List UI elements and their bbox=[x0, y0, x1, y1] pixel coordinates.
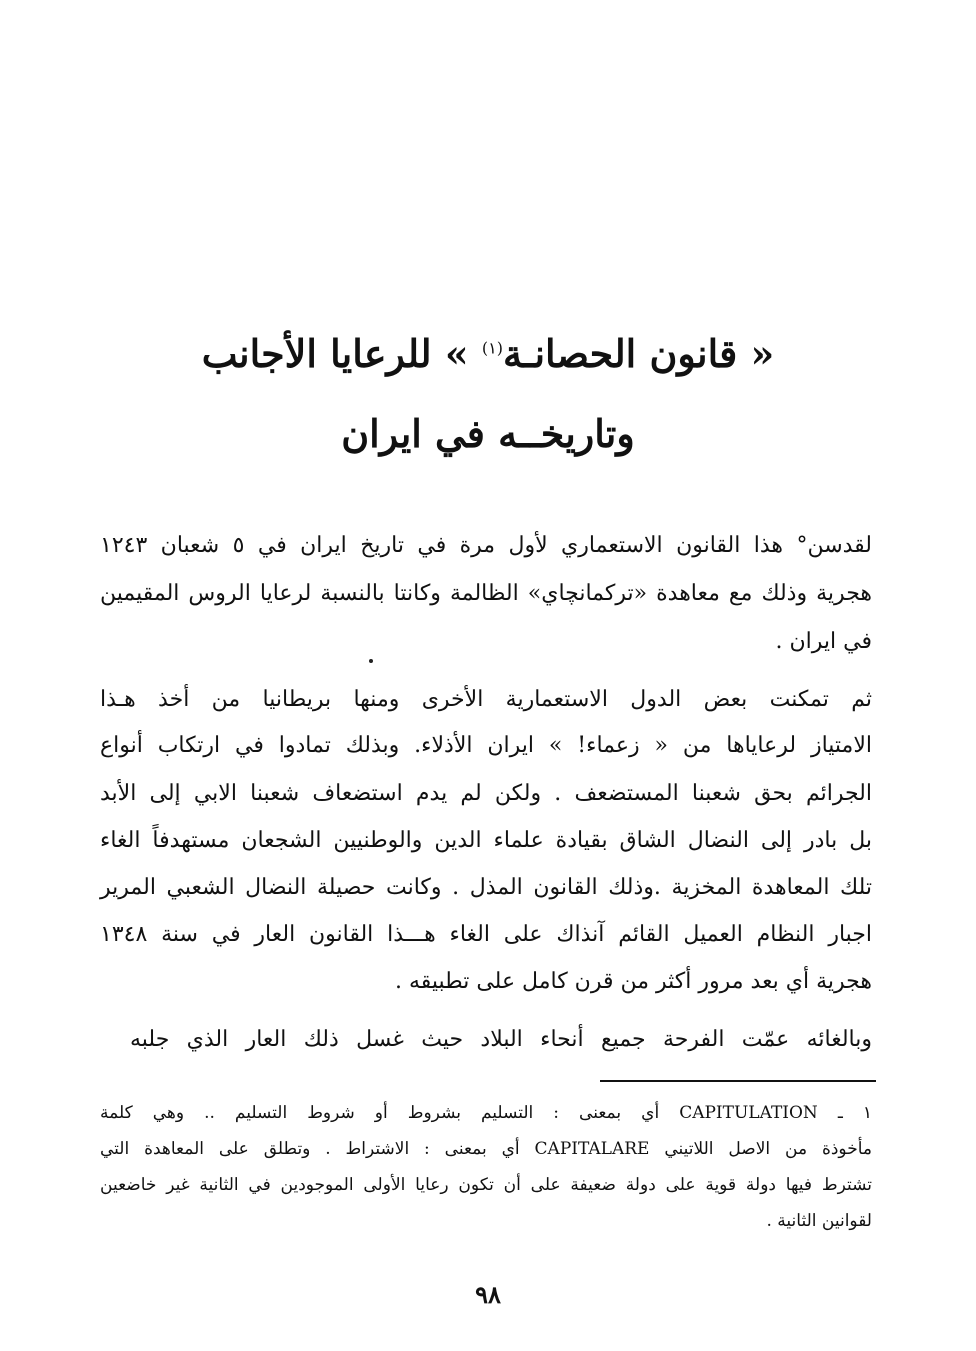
body-line: الجرائم بحق شعبنا المستضعف . ولكن لم يدم استضعاف شعبنا الابي إلى الأبد bbox=[100, 781, 872, 806]
body-line: اجبار النظام العميل القائم آنذاك على الغاء هـــذا القانون العار في سنة ١٣٤٨ bbox=[100, 922, 872, 947]
footnote-line: لقوانين الثانية . bbox=[766, 1211, 872, 1231]
body-line: ثم تمكنت بعض الدول الاستعمارية الأخرى ومنها بريطانيا من أخذ هـذا bbox=[100, 687, 872, 712]
footnote-separator bbox=[600, 1080, 876, 1082]
title-main: « قانون الحصانـة bbox=[502, 331, 775, 376]
body-line: وبالغائه عمّت الفرحة جميع أنحاء البلاد حيث غسل ذلك العار الذي جلبه bbox=[130, 1027, 872, 1052]
body-line: بل بادر إلى النضال الشاق بقيادة علماء الدين والوطنيين الشجعان مستهدفاً الغاء bbox=[100, 828, 872, 853]
footnote-reference-mark: (١) bbox=[481, 338, 503, 358]
footnote-line: ١ ـ CAPITULATION أي بمعنى : التسليم بشروط أو شروط التسليم .. وهي كلمة bbox=[100, 1103, 872, 1123]
body-line: في ايران . bbox=[775, 629, 872, 654]
footnote-line: تشترط فيها دولة قوية على دولة ضعيفة على أن تكون رعايا الأولى الموجودين في الثانية غير خاضعين bbox=[100, 1175, 872, 1195]
title-rest: » للرعايا الأجانب bbox=[201, 331, 482, 376]
body-line: الامتياز لرعاياها من « زعماء! » ايران الأذلاء. وبذلك تمادوا في ارتكاب أنواع bbox=[100, 733, 872, 758]
stray-dot bbox=[369, 659, 373, 663]
body-line: هجرية أي بعد مرور أكثر من قرن كامل على تطبيقه . bbox=[394, 969, 872, 994]
footnote-line: مأخوذة من الاصل اللاتيني CAPITALARE أي بمعنى : الاشتراط . وتطلق على المعاهدة التي bbox=[100, 1139, 873, 1159]
body-line: لقدسن° هذا القانون الاستعماري لأول مرة في تاريخ ايران في ٥ شعبان ١٢٤٣ bbox=[100, 533, 873, 558]
body-line: هجرية وذلك مع معاهدة «تركمانچاي» الظالمة وكانتا بالنسبة لرعايا الروس المقيمين bbox=[100, 581, 872, 606]
chapter-title-line-1 bbox=[100, 330, 876, 378]
chapter-title-line-2: وتاريخــه في ايران bbox=[341, 411, 635, 456]
page-number: ٩٨ bbox=[475, 1280, 501, 1309]
body-line: تلك المعاهدة المخزية .وذلك القانون المذل . وكانت حصيلة النضال الشعبي المرير bbox=[100, 875, 872, 900]
